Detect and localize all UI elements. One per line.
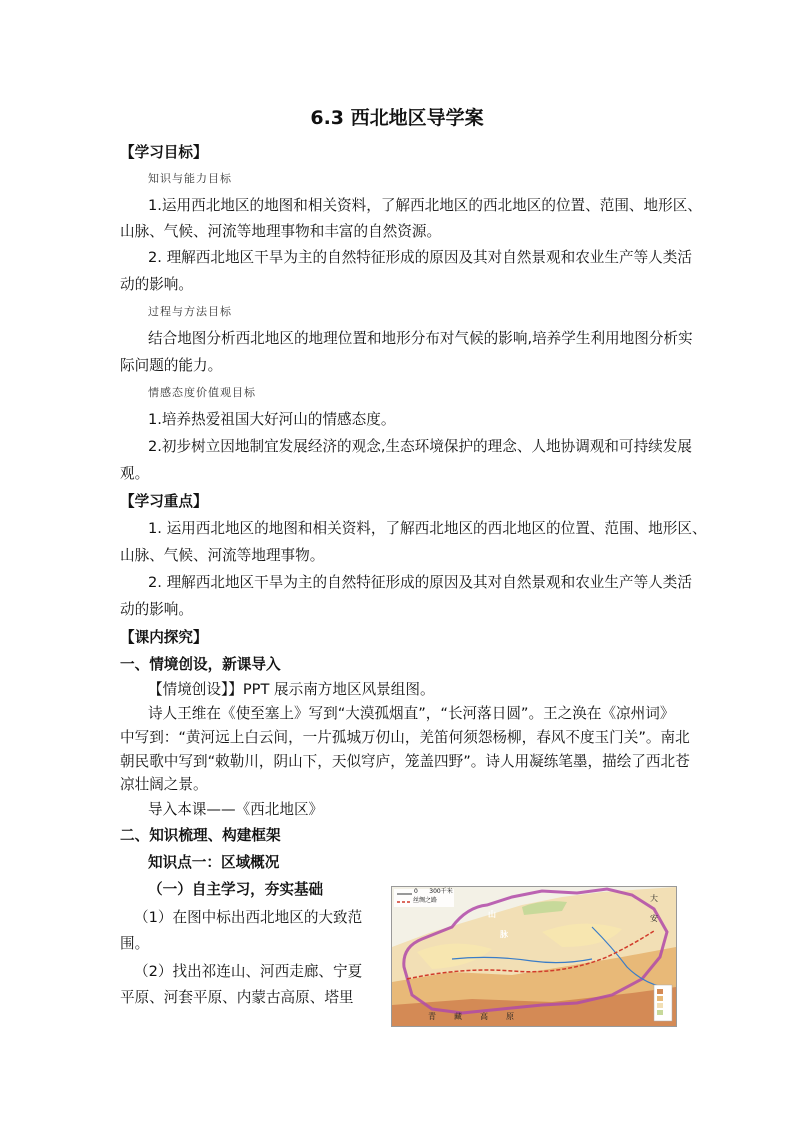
question1-line2: 围。 bbox=[120, 935, 150, 952]
scenario-line: 【情境创设】】PPT 展示南方地区风景组图。 bbox=[148, 681, 435, 698]
section-focus-heading: 【学习重点】 bbox=[120, 493, 208, 510]
northwest-region-map bbox=[391, 886, 677, 1027]
elevation-swatch bbox=[657, 1003, 663, 1008]
goal1-line2: 山脉、气候、河流等地理事物和丰富的自然资源。 bbox=[120, 223, 442, 240]
elevation-swatch bbox=[657, 1010, 663, 1015]
emotion1-line: 1.培养热爱祖国大好河山的情感态度。 bbox=[148, 411, 396, 428]
goal1-line1: 1.运用西北地区的地图和相关资料，了解西北地区的西北地区的位置、范围、地形区、 bbox=[148, 197, 702, 214]
map-label-da: 大 bbox=[650, 894, 658, 903]
emotion2-line2: 观。 bbox=[120, 465, 150, 482]
focus1-line2: 山脉、气候、河流等地理事物。 bbox=[120, 547, 325, 564]
question2-line2: 平原、河套平原、内蒙古高原、塔里 bbox=[120, 989, 354, 1006]
emotion2-line1: 2.初步树立因地制宜发展经济的观念,生态环境保护的理念、人地协调观和可持续发展 bbox=[148, 438, 692, 455]
goal2-line2: 动的影响。 bbox=[120, 276, 193, 293]
map-label-qing: 青 bbox=[428, 1012, 436, 1021]
focus2-line1: 2. 理解西北地区干旱为主的自然特征形成的原因及其对自然景观和农业生产等人类活 bbox=[148, 574, 692, 591]
map-label-zang: 藏 bbox=[454, 1012, 462, 1021]
elevation-swatch bbox=[657, 989, 663, 994]
section-goals-heading: 【学习目标】 bbox=[120, 144, 208, 161]
map-label-shan: 山 bbox=[488, 910, 496, 919]
focus1-line1: 1. 运用西北地区的地图和相关资料，了解西北地区的西北地区的位置、范围、地形区、 bbox=[148, 520, 707, 537]
page-title: 6.3 西北地区导学案 bbox=[310, 107, 484, 129]
map-legend-road: 丝绸之路 bbox=[413, 897, 438, 904]
poem-line3: 朝民歌中写到“敕勒川，阴山下，天似穹庐，笼盖四野”。诗人用凝练笔墨，描绘了西北苍 bbox=[120, 753, 690, 770]
subheading-emotion: 情感态度价值观目标 bbox=[148, 386, 256, 399]
knowledge-point-1: 知识点一：区域概况 bbox=[148, 854, 280, 871]
map-label-an: 安 bbox=[650, 914, 658, 923]
part2-heading: 二、知识梳理、构建框架 bbox=[120, 827, 281, 844]
map-label-gao: 高 bbox=[480, 1012, 488, 1021]
question2-line1: （2）找出祁连山、河西走廊、宁夏 bbox=[134, 963, 363, 980]
part1-heading: 一、情境创设，新课导入 bbox=[120, 656, 281, 673]
map-scale-label: 0 300千米 bbox=[414, 888, 453, 895]
question1-line1: （1）在图中标出西北地区的大致范 bbox=[134, 909, 363, 926]
subheading-knowledge: 知识与能力目标 bbox=[148, 172, 232, 185]
map-label-mai: 脉 bbox=[500, 930, 508, 939]
map-label-yuan: 原 bbox=[506, 1012, 514, 1021]
poem-line2: 中写到：“黄河远上白云间，一片孤城万仞山，羌笛何须怨杨柳，春风不度玉门关”。南北 bbox=[120, 729, 690, 746]
poem-line1: 诗人王维在《使至塞上》写到“大漠孤烟直”，“长河落日圆”。王之涣在《凉州词》 bbox=[148, 705, 675, 722]
section-explore-heading: 【课内探究】 bbox=[120, 629, 208, 646]
self-study-heading: （一）自主学习，夯实基础 bbox=[148, 881, 324, 898]
subheading-process: 过程与方法目标 bbox=[148, 305, 232, 318]
intro-lesson-line: 导入本课——《西北地区》 bbox=[148, 801, 324, 818]
poem-line4: 凉壮阔之景。 bbox=[120, 776, 208, 793]
goal2-line1: 2. 理解西北地区干旱为主的自然特征形成的原因及其对自然景观和农业生产等人类活 bbox=[148, 249, 692, 266]
elevation-swatch bbox=[657, 996, 663, 1001]
focus2-line2: 动的影响。 bbox=[120, 601, 193, 618]
process-line1: 结合地图分析西北地区的地理位置和地形分布对气候的影响,培养学生利用地图分析实 bbox=[148, 330, 693, 347]
process-line2: 际问题的能力。 bbox=[120, 357, 223, 374]
